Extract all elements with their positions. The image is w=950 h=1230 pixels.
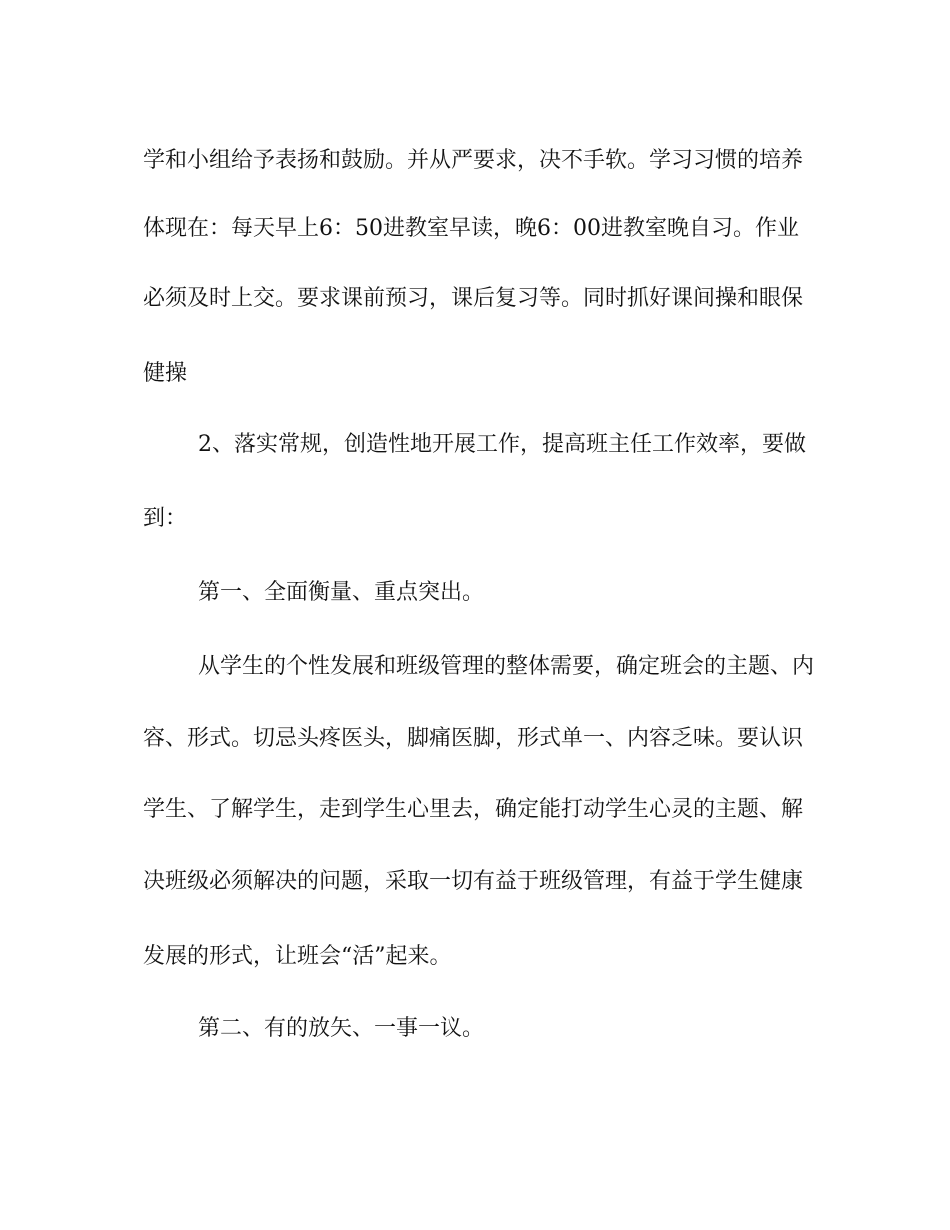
paragraph-line: 体现在：每天早上6：50进教室早读，晚6：00进教室晚自习。作业 bbox=[143, 216, 799, 241]
paragraph-line: 到： bbox=[143, 506, 188, 531]
section-heading: 第一、全面衡量、重点突出。 bbox=[198, 580, 485, 605]
paragraph-line: 容、形式。切忌头疼医头，脚痛医脚，形式单一、内容乏味。要认识 bbox=[143, 726, 804, 751]
paragraph-line: 健操 bbox=[143, 361, 188, 386]
paragraph-line: 从学生的个性发展和班级管理的整体需要，确定班会的主题、内 bbox=[198, 654, 815, 679]
paragraph-line: 必须及时上交。要求课前预习，课后复习等。同时抓好课间操和眼保 bbox=[143, 286, 804, 311]
paragraph-line: 学和小组给予表扬和鼓励。并从严要求，决不手软。学习习惯的培养 bbox=[143, 148, 804, 173]
section-heading: 第二、有的放矢、一事一议。 bbox=[198, 1016, 485, 1041]
paragraph-line: 2、落实常规，创造性地开展工作，提高班主任工作效率，要做 bbox=[198, 432, 806, 457]
paragraph-line: 发展的形式，让班会“活”起来。 bbox=[143, 944, 452, 969]
paragraph-line: 决班级必须解决的问题，采取一切有益于班级管理，有益于学生健康 bbox=[143, 869, 804, 894]
paragraph-line: 学生、了解学生，走到学生心里去，确定能打动学生心灵的主题、解 bbox=[143, 797, 804, 822]
